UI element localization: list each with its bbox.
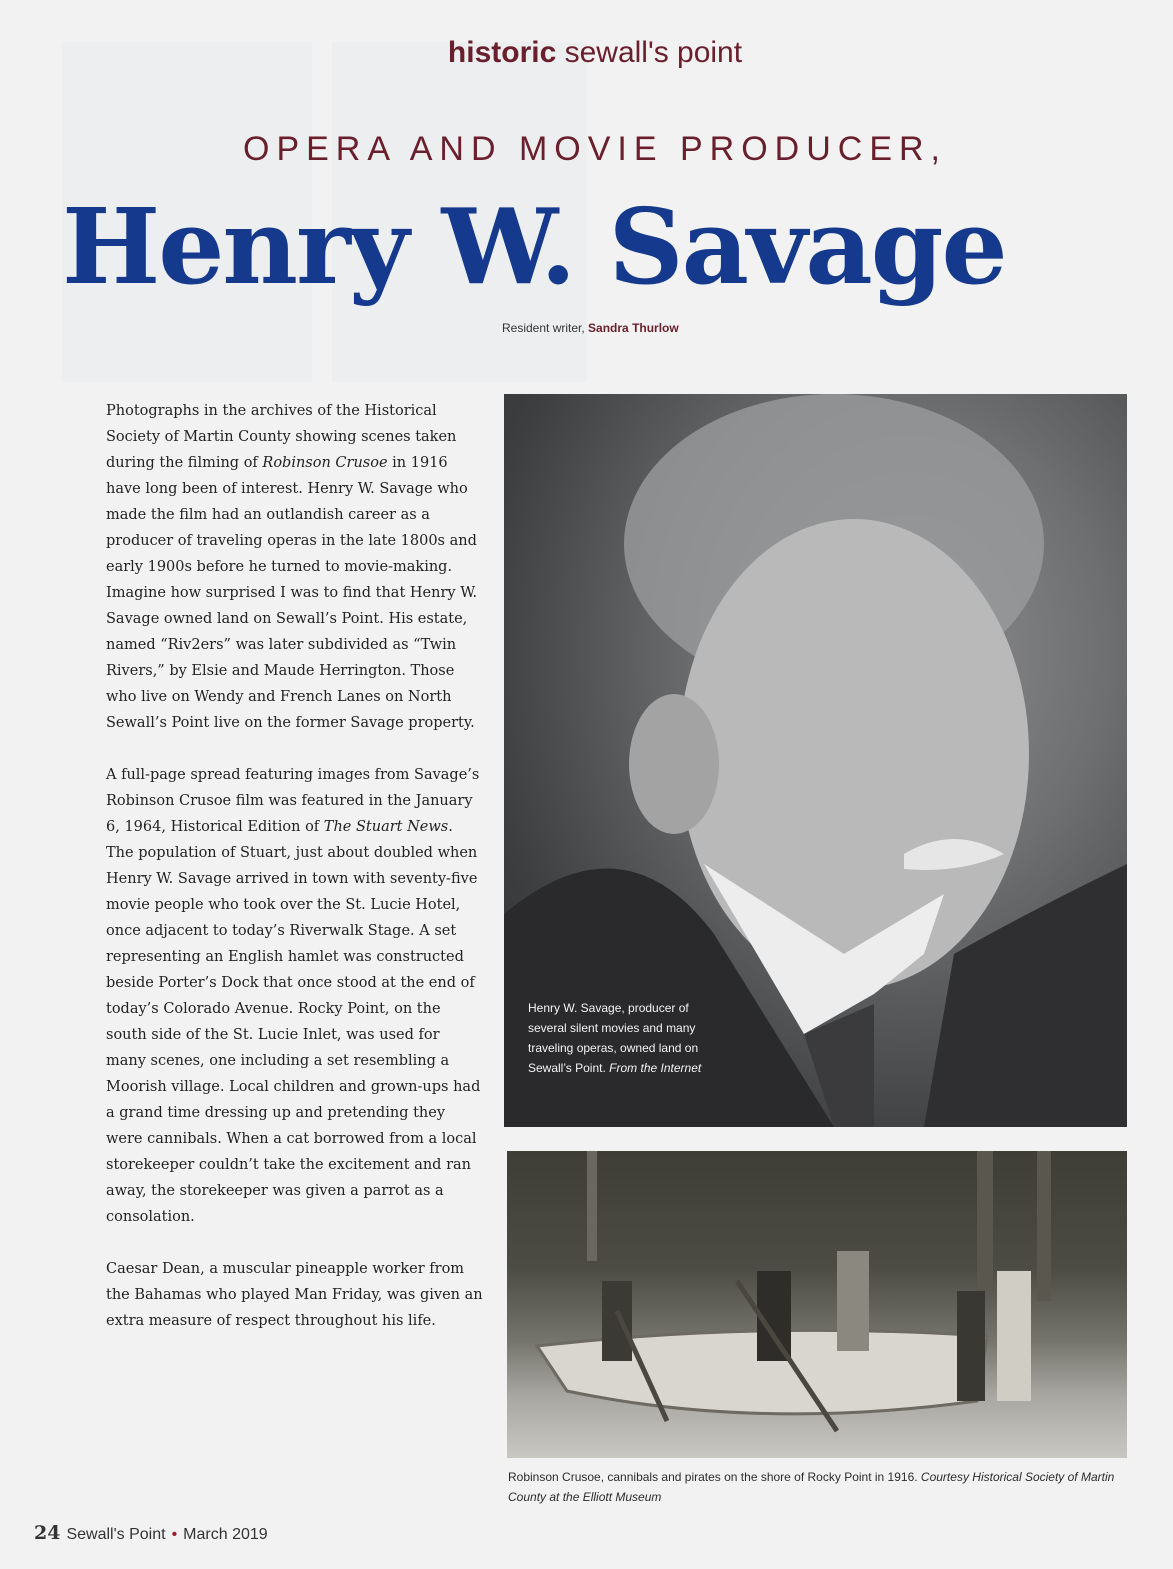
paragraph-1-italic: Robinson Crusoe xyxy=(262,455,388,471)
paragraph-2-text-b: . The population of Stuart, just about doubled when Henry W. Savage arrived in town with seventy-five movie people who took over the St. Lucie Hotel, once adjacent to today’s Riverwalk Stage. A set representing an English hamlet was constructed beside Porter’s Dock that once stood at the end of today’s Colorado Avenue. Rocky Point, on the south side of the St. Lucie Inlet, was used for many scenes, one including a set resembling a Moorish village. Local children and grown-ups had a grand time dressing up and pretending they were cannibals. When a cat borrowed from a local storekeeper couldn’t take the excitement and ran away, the storekeeper was given a parrot as a consolation. xyxy=(106,819,481,1225)
paragraph-2-text-a: A full-page spread featuring images from Savage’s Robinson Crusoe film was featured in the January 6, 1964, Historical Edition of xyxy=(106,767,480,835)
byline-name: Sandra Thurlow xyxy=(588,321,679,335)
paragraph-1-text-a: Photographs in the archives of the Historical Society of Martin County showing scenes taken during the filming of xyxy=(106,403,457,471)
portrait-credit: From the Internet xyxy=(609,1061,702,1075)
paragraph-3: Caesar Dean, a muscular pineapple worker from the Bahamas who played Man Friday, was given an extra measure of respect throughout his life. xyxy=(106,1261,483,1329)
crusoe-scene-illustration xyxy=(507,1151,1127,1458)
page-footer xyxy=(34,1522,268,1544)
crusoe-caption-text: Robinson Crusoe, cannibals and pirates on the shore of Rocky Point in 1916. xyxy=(508,1470,921,1484)
page-number: 24 xyxy=(34,1522,61,1544)
paragraph-2-italic: The Stuart News xyxy=(323,819,449,835)
byline-label: Resident writer, xyxy=(502,321,589,335)
paragraph-1-text-b: in 1916 have long been of interest. Henry W. Savage who made the film had an outlandish career as a producer of traveling operas in the late 1800s and early 1900s before he turned to movie-making. Imagine how surprised I was to find that Henry W. Savage owned land on Sewall’s Point. His estate, named “Riv2ers” was later subdivided as “Twin Rivers,” by Elsie and Maude Herrington. Those who live on Wendy and French Lanes on North Sewall’s Point live on the former Savage property. xyxy=(106,455,478,731)
portrait-caption xyxy=(528,998,728,1078)
footer-separator: • xyxy=(171,1526,178,1543)
paragraph-2 xyxy=(106,762,484,1230)
crusoe-caption xyxy=(508,1467,1128,1507)
byline xyxy=(502,321,679,335)
portrait-caption-text: Henry W. Savage, producer of several silent movies and many traveling operas, owned land on Sewall’s Point. xyxy=(528,1001,699,1075)
article-body xyxy=(106,398,484,1360)
crusoe-credit: Courtesy Historical Society of Martin County at the Elliott Museum xyxy=(508,1470,1115,1504)
crusoe-scene-photo xyxy=(507,1151,1127,1458)
article-headline: Henry W. Savage xyxy=(62,185,1006,308)
section-kicker xyxy=(0,36,1173,70)
kicker-rest: sewall's point xyxy=(556,36,743,69)
paragraph-1 xyxy=(106,398,484,736)
issue-date: March 2019 xyxy=(183,1526,268,1543)
publication-name: Sewall's Point xyxy=(66,1526,166,1543)
kicker-bold: historic xyxy=(447,36,557,69)
article-subtitle: OPERA AND MOVIE PRODUCER, xyxy=(243,130,947,168)
